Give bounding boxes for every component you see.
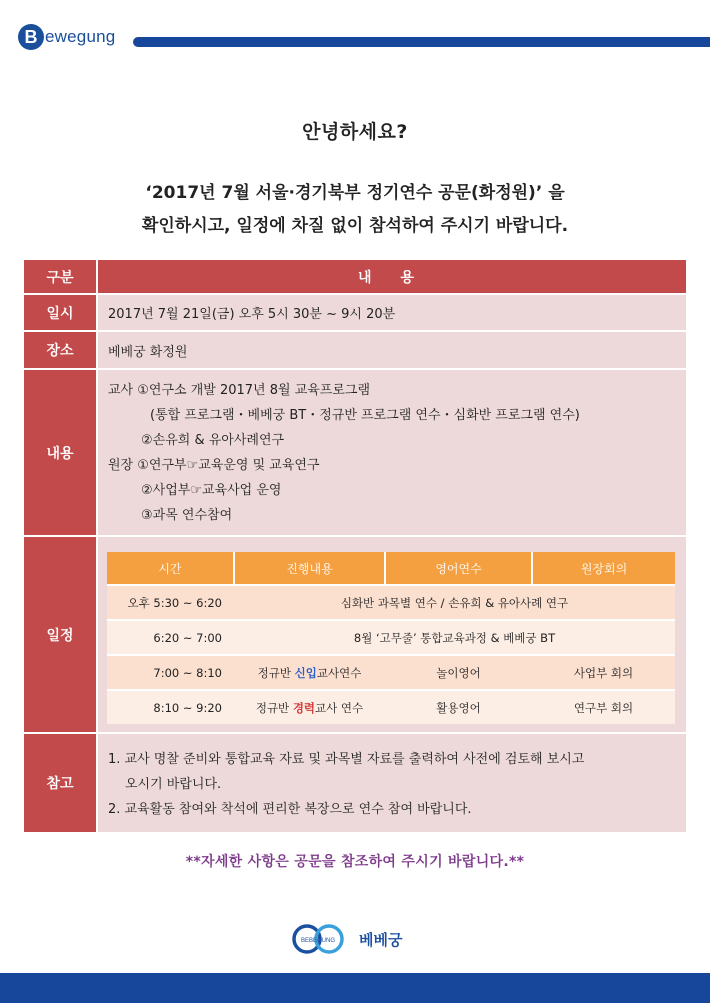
date-label: 일시 [24, 295, 98, 330]
content-cell [234, 655, 385, 690]
reference-note: **자세한 사항은 공문을 참조하여 주시기 바랍니다.** [185, 854, 525, 870]
intro-line-2: 확인하시고, 일정에 차질 없이 참석하여 주시기 바랍니다. [141, 216, 569, 236]
highlight-experienced: 경력 [292, 700, 316, 715]
content-cell: 8월 ‘고무줄’ 통합교육과정 & 베베궁 BT [234, 620, 675, 655]
time-cell: 8:10 ~ 9:20 [107, 690, 234, 724]
content-value [98, 370, 686, 535]
place-row [24, 332, 686, 370]
content-label: 내용 [24, 370, 98, 535]
reference-line: 2. 교육활동 참여와 착석에 편리한 복장으로 연수 참여 바랍니다. [108, 802, 472, 817]
time-cell: 6:20 ~ 7:00 [107, 620, 234, 655]
header-label: 구분 [24, 260, 98, 293]
reference-label: 참고 [24, 734, 98, 832]
reference-line: 오시기 바랍니다. [125, 777, 222, 792]
highlight-new: 신입 [294, 665, 317, 680]
content-suffix: 교사 연수 [315, 700, 364, 715]
greeting: 안녕하세요? [302, 121, 408, 143]
header-content: 내 용 [98, 260, 686, 293]
date-row [24, 295, 686, 332]
content-line: ②손유희 & 유아사례연구 [141, 433, 285, 448]
header-bar [133, 37, 710, 47]
meeting-cell: 사업부 회의 [532, 655, 675, 690]
page-header [0, 0, 710, 60]
content-line: (통합 프로그램・베베궁 BT・정규반 프로그램 연수・심화반 프로그램 연수) [150, 408, 580, 423]
bebegung-logo [292, 924, 402, 954]
place-value: 베베궁 화정원 [98, 332, 686, 368]
schedule-header-row [107, 552, 675, 585]
bebegung-logo-icon [292, 924, 354, 954]
place-label: 장소 [24, 332, 98, 368]
content-line: 원장 ①연구부☞교육운영 및 교육연구 [108, 458, 320, 473]
time-cell: 7:00 ~ 8:10 [107, 655, 234, 690]
content-line: ③과목 연수참여 [141, 508, 233, 523]
intro-line-1: ‘2017년 7월 서울·경기북부 정기연수 공문(화정원)’ 을 [145, 183, 565, 203]
column-header: 진행내용 [234, 552, 385, 585]
logo-badge-text: BEBEGUNG [300, 938, 336, 944]
content-prefix: 정규반 [257, 665, 295, 680]
bewegung-logo [18, 24, 115, 50]
reference-line: 1. 교사 명찰 준비와 통합교육 자료 및 과목별 자료를 출력하여 사전에 검토해 보시고 [108, 752, 585, 767]
column-header: 시간 [107, 552, 234, 585]
table-row [107, 585, 675, 620]
column-header: 영어연수 [385, 552, 532, 585]
time-cell: 오후 5:30 ~ 6:20 [107, 585, 234, 620]
content-line: 교사 ①연구소 개발 2017년 8월 교육프로그램 [108, 383, 371, 398]
table-row [107, 620, 675, 655]
brand-name: ewegung [45, 27, 116, 46]
content-row [24, 370, 686, 537]
schedule-label: 일정 [24, 537, 98, 732]
content-line: ②사업부☞교육사업 운영 [141, 483, 282, 498]
column-header: 원장회의 [532, 552, 675, 585]
content-cell [234, 690, 385, 724]
schedule-table [107, 552, 675, 724]
table-header-row [24, 260, 686, 295]
schedule-value [98, 537, 686, 732]
date-value: 2017년 7월 21일(금) 오후 5시 30분 ~ 9시 20분 [98, 295, 686, 330]
reference-value [98, 734, 686, 832]
english-cell: 활용영어 [385, 690, 532, 724]
brand-initial: B [18, 24, 44, 50]
table-row [107, 655, 675, 690]
schedule-row [24, 537, 686, 734]
logo-name: 베베궁 [359, 930, 403, 949]
reference-row [24, 734, 686, 832]
content-prefix: 정규반 [255, 700, 293, 715]
table-row [107, 690, 675, 724]
meeting-cell: 연구부 회의 [532, 690, 675, 724]
content-suffix: 교사연수 [316, 665, 362, 680]
content-cell: 심화반 과목별 연수 / 손유희 & 유아사례 연구 [234, 585, 675, 620]
info-table [24, 260, 686, 832]
english-cell: 놀이영어 [385, 655, 532, 690]
footer-bar [0, 973, 710, 1003]
